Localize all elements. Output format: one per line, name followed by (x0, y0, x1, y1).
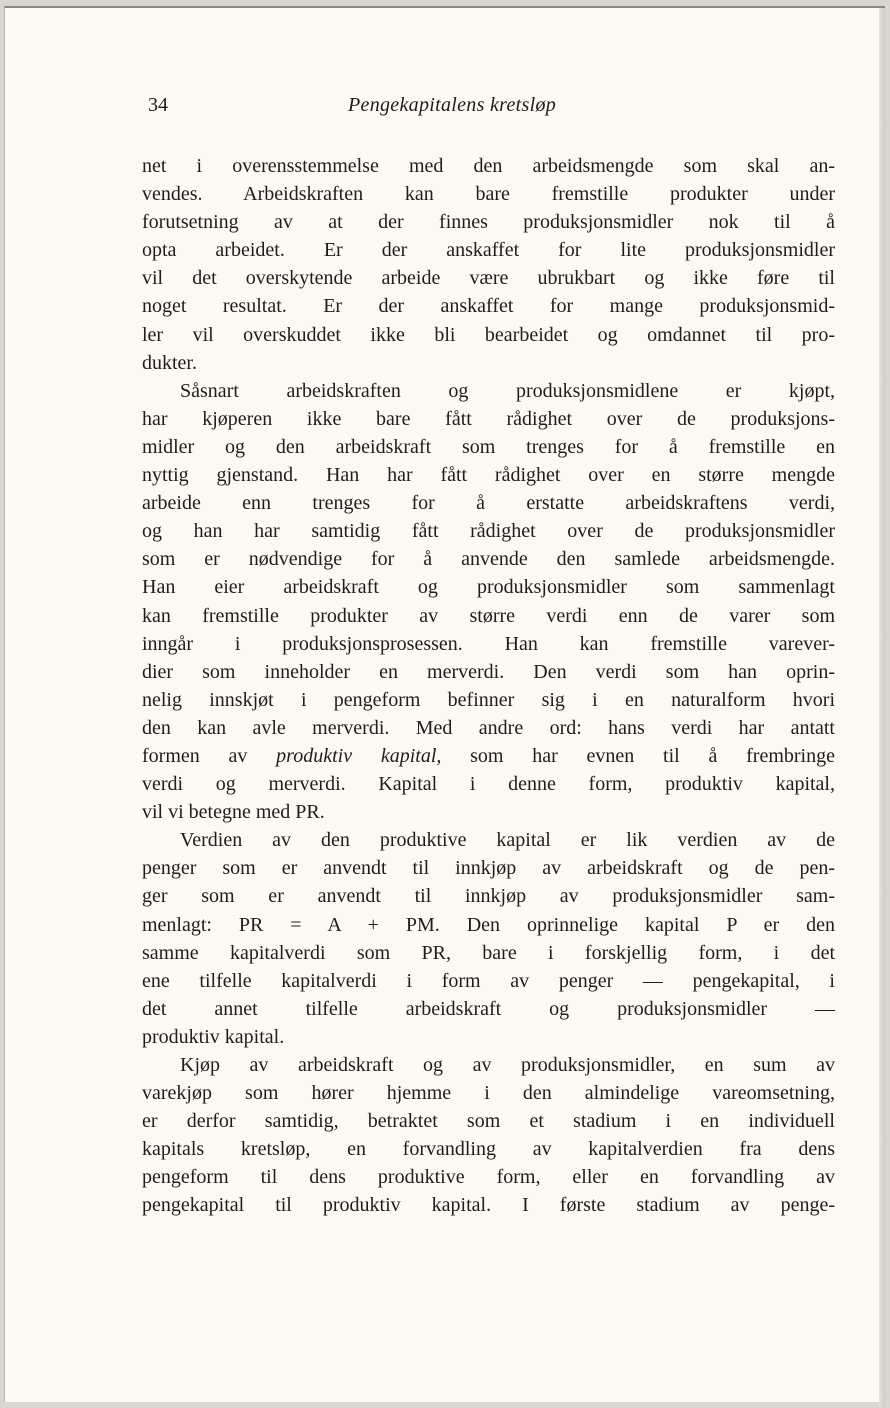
text-line: produktiv kapital. (142, 1025, 285, 1048)
text-line: arbeide enn trenges for å erstatte arbeidskraftens verdi, (142, 492, 835, 515)
text-line: samme kapitalverdi som PR, bare i forskjellig form, i det (142, 941, 835, 964)
text-line: Han eier arbeidskraft og produksjonsmidler som sammenlagt (142, 576, 835, 599)
text-line: ger som er anvendt til innkjøp av produksjonsmidler sam- (142, 885, 835, 908)
text-line: har kjøperen ikke bare fått rådighet over de produksjons- (142, 407, 835, 430)
text-line: net i overensstemmelse med den arbeidsmengde som skal an- (142, 155, 835, 177)
text-line: midler og den arbeidskraft som trenges for å fremstille en (142, 435, 835, 458)
page-header (148, 94, 708, 124)
text-line: vendes. Arbeidskraften kan bare fremstille produkter under (142, 183, 835, 206)
text-line: forutsetning av at der finnes produksjonsmidler nok til å (142, 211, 835, 234)
text-line: varekjøp som hører hjemme i den almindelige vareomsetning, (142, 1082, 835, 1105)
paragraph (142, 1051, 835, 1220)
text-line: inngår i produksjonsprosessen. Han kan fremstille varever- (142, 632, 835, 655)
paragraph (142, 826, 835, 1051)
text-line: opta arbeidet. Er der anskaffet for lite produksjonsmidler (142, 239, 835, 262)
text-line: verdi og merverdi. Kapital i denne form, produktiv kapital, (142, 773, 835, 796)
text-line: vil det overskytende arbeide være ubrukbart og ikke føre til (142, 267, 835, 290)
text-line: vil vi betegne med PR. (142, 801, 325, 824)
text-line: menlagt: PR = A + PM. Den oprinnelige kapital P er den (142, 913, 835, 936)
text-line: Såsnart arbeidskraften og produksjonsmidlene er kjøpt, (180, 379, 835, 402)
text-line: penger som er anvendt til innkjøp av arbeidskraft og de pen- (142, 857, 835, 880)
page-number: 34 (148, 94, 168, 116)
text-line: det annet tilfelle arbeidskraft og produksjonsmidler — (142, 997, 835, 1020)
book-page (4, 6, 885, 1402)
text-line: den kan avle merverdi. Med andre ord: hans verdi har antatt (142, 716, 835, 739)
body-text (142, 152, 835, 1220)
text-line: og han har samtidig fått rådighet over de produksjonsmidler (142, 520, 835, 543)
text-line: nelig innskjøt i pengeform befinner sig i en naturalform hvori (142, 688, 835, 711)
text-line: pengeform til dens produktive form, eller en forvandling av (142, 1166, 835, 1189)
text-line: nyttig gjenstand. Han har fått rådighet over en større mengde (142, 464, 835, 487)
text-line: Kjøp av arbeidskraft og av produksjonsmidler, en sum av (180, 1054, 835, 1076)
page-edge (879, 8, 885, 1408)
text-line: noget resultat. Er der anskaffet for mange produksjonsmid- (142, 295, 835, 318)
paragraph (142, 377, 835, 827)
text-line: er derfor samtidig, betraktet som et stadium i en individuell (142, 1110, 835, 1133)
text-line: som er nødvendige for å anvende den samlede arbeidsmengde. (142, 548, 835, 571)
text-line: dukter. (142, 351, 197, 374)
text-line: Verdien av den produktive kapital er lik verdien av de (180, 829, 835, 852)
text-line: ler vil overskuddet ikke bli bearbeidet og omdannet til pro- (142, 323, 835, 346)
text-line: kan fremstille produkter av større verdi enn de varer som (142, 604, 835, 627)
text-line: kapitals kretsløp, en forvandling av kapitalverdien fra dens (142, 1138, 835, 1161)
text-line: dier som inneholder en merverdi. Den verdi som han oprin- (142, 660, 835, 683)
running-title: Pengekapitalens kretsløp (348, 94, 557, 116)
text-line: pengekapital til produktiv kapital. I første stadium av penge- (142, 1194, 835, 1217)
text-line: ene tilfelle kapitalverdi i form av penger — pengekapital, i (142, 969, 835, 992)
paragraph (142, 152, 835, 377)
text-line: formen av produktiv kapital, som har evnen til å frembringe (142, 744, 835, 767)
